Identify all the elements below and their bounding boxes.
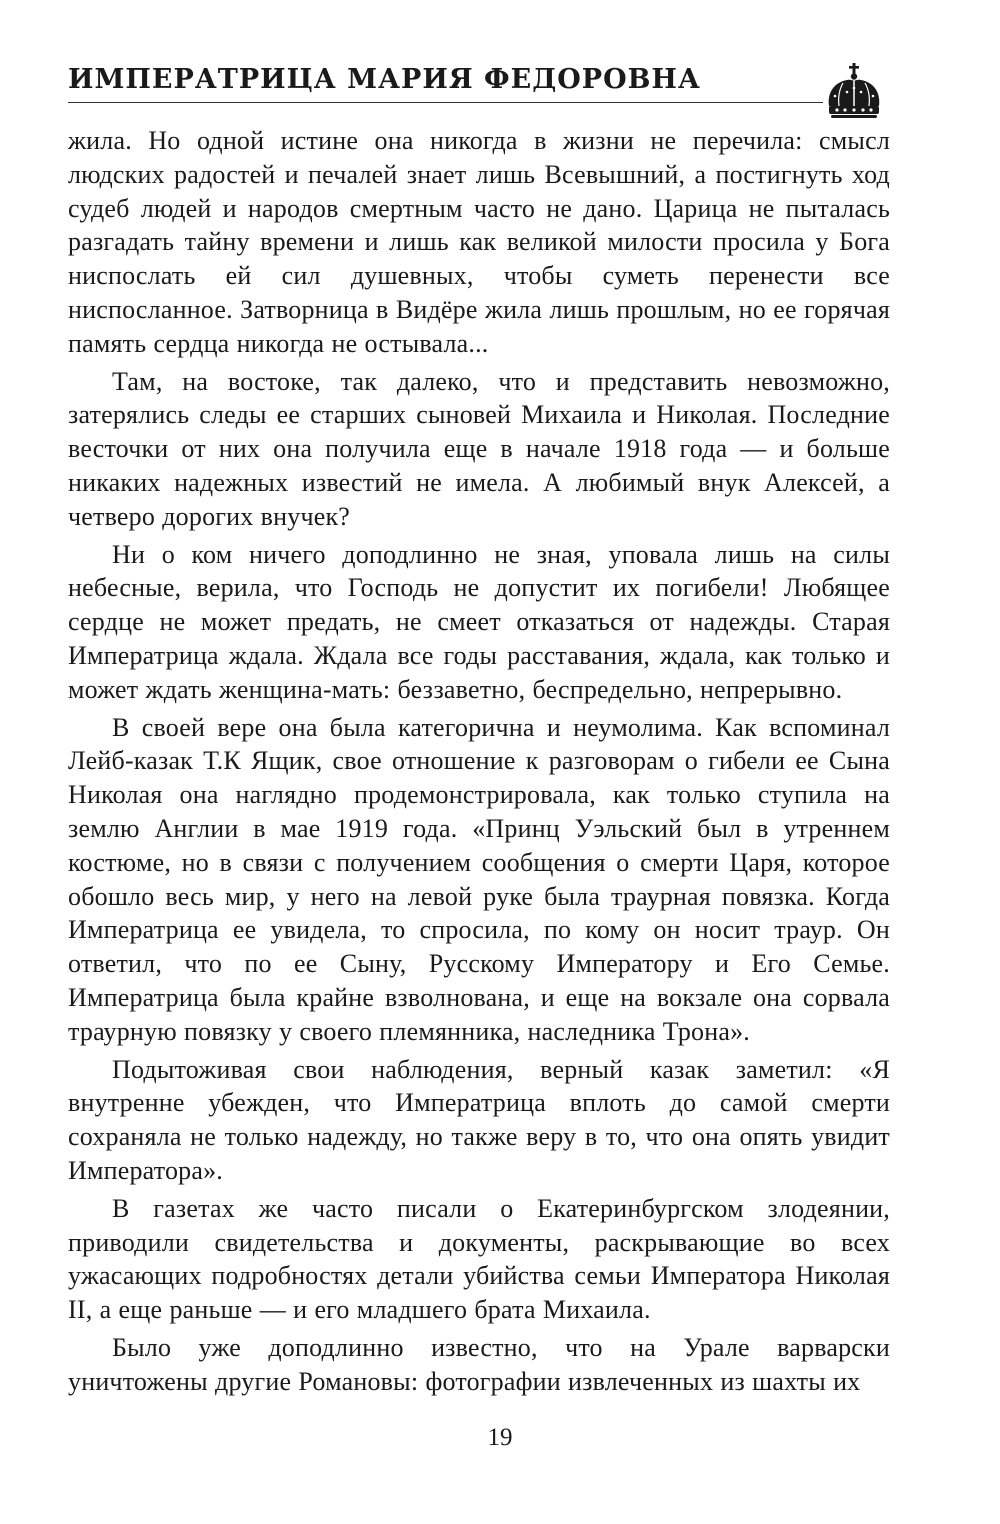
paragraph: В газетах же часто писали о Екатеринбургском злодеянии, приводили свидетельства и документы, раскрывающие во всех ужасающих подробностях детали убийства семьи Императора Николая II, а еще раньше — и его младшего брата Михаила. [68,1193,890,1325]
header-rule [68,102,823,103]
running-head [68,62,918,122]
imperial-crown-icon [823,62,885,122]
running-title: ИМПЕРАТРИЦА МАРИЯ ФЕДОРОВНА [68,64,701,95]
paragraph: Было уже доподлинно известно, что на Урале варварски уничтожены другие Романовы: фотографии извлеченных из шахты их [68,1332,890,1396]
paragraph: Там, на востоке, так далеко, что и представить невозможно, затерялись следы ее старших сыновей Михаила и Николая. Последние весточки от них она получила еще в начале 1918 года — и больше никаких надежных известий не имела. А любимый внук Алексей, а четверо дорогих внучек? [68,366,890,531]
page-number: 19 [487,1424,513,1451]
paragraph: В своей вере она была категорична и неумолима. Как вспоминал Лейб-казак Т.К Ящик, свое отношение к разговорам о гибели ее Сына Николая она наглядно продемонстрировала, как только ступила на землю Англии в мае 1919 года. «Принц Уэльский был в утреннем костюме, но в связи с получением сообщения о смерти Царя, которое обошло весь мир, у него на левой руке была траурная повязка. Когда Императрица ее увидела, то спросила, по кому он носит траур. Он ответил, что по ее Сыну, Русскому Императору и Его Семье. Императрица была крайне взволнована, и еще на вокзале она сорвала траурную повязку у своего племянника, наследника Трона». [68,712,890,1046]
body-text [68,124,890,1398]
paragraph-continued: жила. Но одной истине она никогда в жизни не перечила: смысл людских радостей и печалей знает лишь Всевышний, а постигнуть ход судеб людей и народов смертным часто не дано. Царица не пыталась разгадать тайну времени и лишь как великой милости просила у Бога ниспослать ей сил душевных, чтобы суметь перенести все ниспосланное. Затворница в Видёре жила лишь прошлым, но ее горячая память сердца никогда не остывала... [68,126,890,358]
paragraph: Подытоживая свои наблюдения, верный казак заметил: «Я внутренне убежден, что Императрица вплоть до самой смерти сохраняла не только надежду, но также веру в то, что она опять увидит Императора». [68,1054,890,1185]
paragraph: Ни о ком ничего доподлинно не зная, уповала лишь на силы небесные, верила, что Господь не допустит их погибели! Любящее сердце не может предать, не смеет отказаться от надежды. Старая Императрица ждала. Ждала все годы расставания, ждала, как только и может ждать женщина-мать: беззаветно, беспредельно, непрерывно. [68,539,890,704]
